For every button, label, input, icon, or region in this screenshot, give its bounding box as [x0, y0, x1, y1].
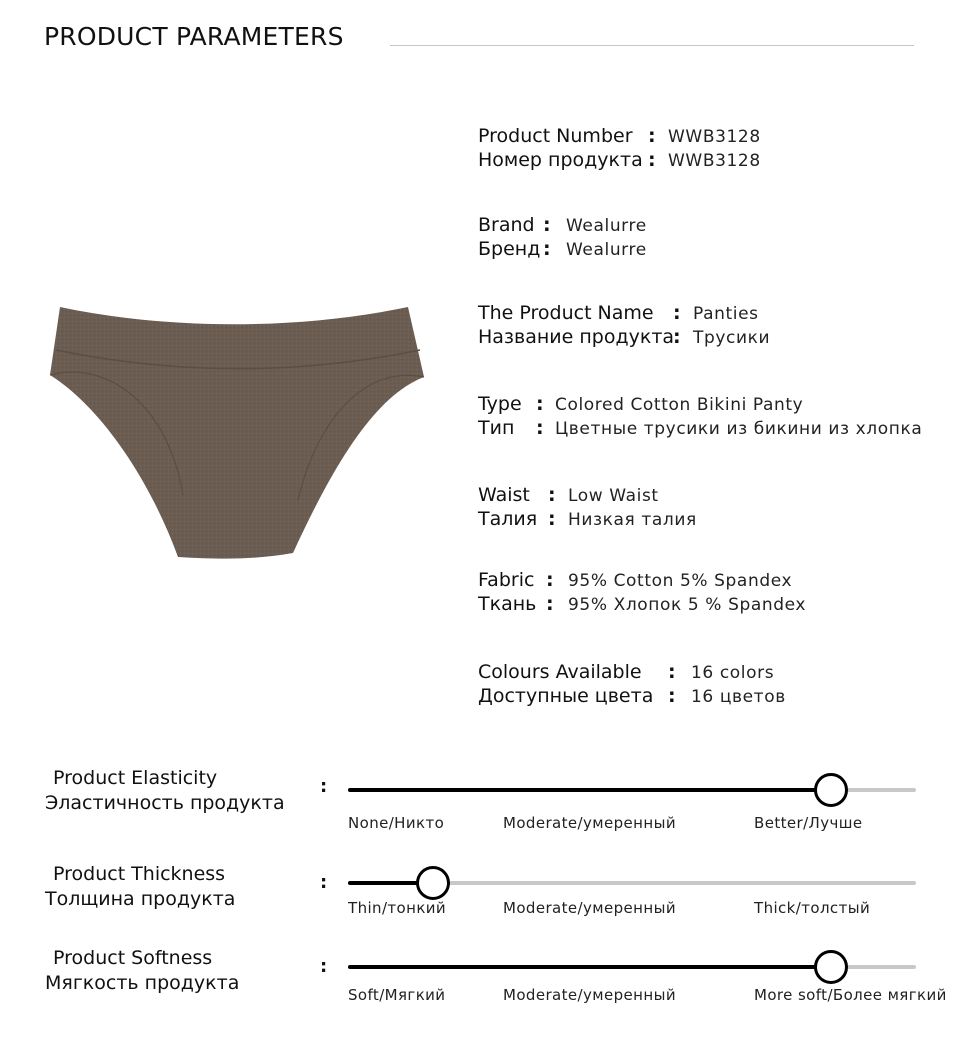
- parameter-colon: :: [536, 417, 544, 439]
- parameter-value: 95% Хлопок 5 % Spandex: [568, 595, 807, 615]
- rating-slider-track: [348, 881, 916, 885]
- parameter-colon: :: [668, 685, 676, 707]
- parameter-label: Brand: [478, 214, 535, 236]
- parameter-label: Waist: [478, 484, 530, 506]
- rating-tick-label: None/Никто: [348, 814, 445, 832]
- rating-label-ru: Толщина продукта: [45, 888, 236, 910]
- parameter-value: Colored Cotton Bikini Panty: [555, 395, 804, 415]
- parameter-value: Трусики: [693, 328, 771, 348]
- parameter-value: 16 colors: [691, 663, 775, 683]
- parameter-label: Талия: [478, 508, 538, 530]
- parameter-label: Доступные цвета: [478, 685, 654, 707]
- rating-slider-knob: [814, 950, 848, 984]
- parameter-colon: :: [648, 149, 656, 171]
- parameter-value: Цветные трусики из бикини из хлопка: [555, 419, 923, 439]
- rating-tick-label: More soft/Более мягкий: [754, 986, 947, 1004]
- parameter-value: Низкая талия: [568, 510, 697, 530]
- rating-colon: :: [320, 872, 328, 893]
- parameter-label: Colours Available: [478, 661, 642, 683]
- rating-slider-track: [348, 965, 916, 969]
- parameter-colon: :: [543, 214, 551, 236]
- rating-slider-fill: [348, 965, 831, 969]
- rating-slider-knob: [814, 773, 848, 807]
- parameter-colon: :: [548, 484, 556, 506]
- rating-label-ru: Мягкость продукта: [45, 972, 240, 994]
- parameter-label: Fabric: [478, 569, 535, 591]
- parameter-colon: :: [673, 326, 681, 348]
- rating-label-en: Product Softness: [53, 947, 213, 969]
- rating-slider-knob: [416, 866, 450, 900]
- page-title: PRODUCT PARAMETERS: [44, 22, 344, 51]
- header-divider: [390, 45, 914, 46]
- parameter-value: 16 цветов: [691, 687, 786, 707]
- rating-tick-label: Moderate/умеренный: [503, 899, 676, 917]
- rating-tick-label: Moderate/умеренный: [503, 814, 676, 832]
- parameter-label: Название продукта: [478, 326, 675, 348]
- parameter-colon: :: [543, 238, 551, 260]
- parameter-label: The Product Name: [478, 302, 654, 324]
- parameter-label: Бренд: [478, 238, 541, 260]
- rating-label-en: Product Elasticity: [53, 767, 218, 789]
- rating-label-ru: Эластичность продукта: [45, 792, 285, 814]
- parameter-label: Ткань: [478, 593, 537, 615]
- parameter-value: 95% Cotton 5% Spandex: [568, 571, 793, 591]
- rating-tick-label: Moderate/умеренный: [503, 986, 676, 1004]
- parameter-label: Type: [478, 393, 522, 415]
- rating-slider-track: [348, 788, 916, 792]
- rating-label-en: Product Thickness: [53, 863, 226, 885]
- parameter-colon: :: [546, 593, 554, 615]
- rating-colon: :: [320, 956, 328, 977]
- parameter-colon: :: [648, 125, 656, 147]
- parameter-label: Номер продукта: [478, 149, 643, 171]
- parameter-value: WWB3128: [668, 127, 761, 147]
- parameter-colon: :: [673, 302, 681, 324]
- parameter-colon: :: [536, 393, 544, 415]
- parameter-colon: :: [668, 661, 676, 683]
- parameter-value: Low Waist: [568, 486, 659, 506]
- parameter-value: Wealurre: [566, 216, 647, 236]
- rating-tick-label: Better/Лучше: [754, 814, 863, 832]
- parameter-colon: :: [548, 508, 556, 530]
- parameter-value: Wealurre: [566, 240, 647, 260]
- rating-tick-label: Soft/Мягкий: [348, 986, 446, 1004]
- parameter-colon: :: [546, 569, 554, 591]
- parameter-value: WWB3128: [668, 151, 761, 171]
- rating-slider-fill: [348, 788, 831, 792]
- rating-tick-label: Thin/тонкий: [348, 899, 447, 917]
- panties-icon: [48, 305, 424, 560]
- parameter-value: Panties: [693, 304, 759, 324]
- parameter-label: Product Number: [478, 125, 633, 147]
- rating-tick-label: Thick/толстый: [754, 899, 871, 917]
- parameter-label: Тип: [478, 417, 515, 439]
- rating-colon: :: [320, 776, 328, 797]
